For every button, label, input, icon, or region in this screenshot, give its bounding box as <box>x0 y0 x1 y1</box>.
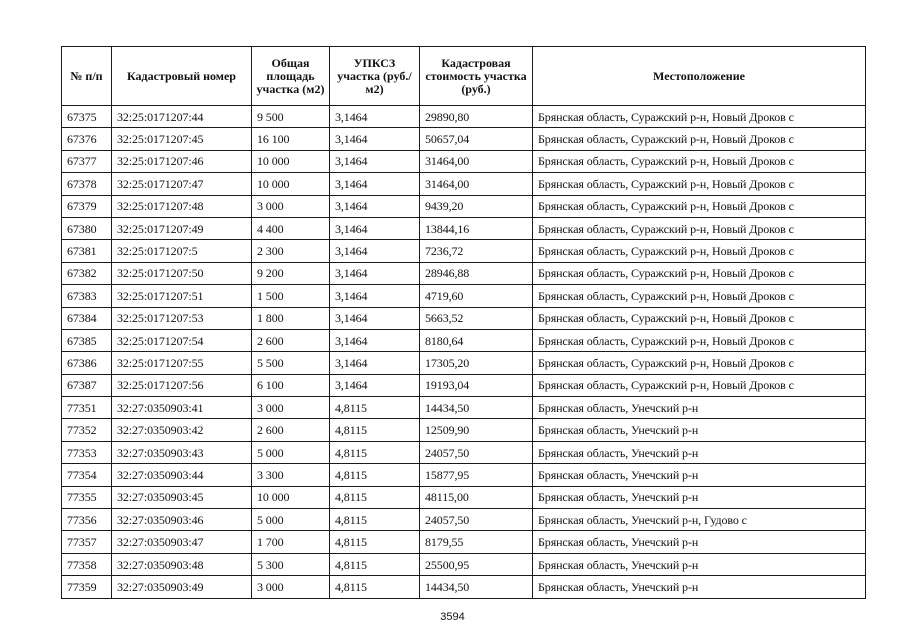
cell-location: Брянская область, Суражский р-н, Новый Дроков с <box>533 106 866 128</box>
cell-row-number: 77356 <box>62 509 112 531</box>
cell-area: 2 300 <box>252 240 330 262</box>
cell-row-number: 77354 <box>62 464 112 486</box>
cell-area: 1 800 <box>252 307 330 329</box>
header-upksz: УПКСЗ участка (руб./м2) <box>330 47 420 106</box>
table-row <box>62 486 866 508</box>
cell-location: Брянская область, Унечский р-н <box>533 531 866 553</box>
cell-row-number: 67379 <box>62 195 112 217</box>
cell-row-number: 67375 <box>62 106 112 128</box>
cell-cadastral-number: 32:27:0350903:49 <box>112 576 252 598</box>
cell-upksz: 4,8115 <box>330 464 420 486</box>
cell-cadastral-value: 31464,00 <box>420 150 533 172</box>
header-row <box>62 47 866 106</box>
table-header <box>62 47 866 106</box>
cell-cadastral-value: 4719,60 <box>420 285 533 307</box>
cell-row-number: 67376 <box>62 128 112 150</box>
cell-area: 9 500 <box>252 106 330 128</box>
table-row <box>62 509 866 531</box>
cell-area: 1 500 <box>252 285 330 307</box>
table-row <box>62 173 866 195</box>
cell-cadastral-number: 32:27:0350903:45 <box>112 486 252 508</box>
cell-upksz: 3,1464 <box>330 374 420 396</box>
table-row <box>62 106 866 128</box>
cell-cadastral-value: 13844,16 <box>420 217 533 239</box>
cell-upksz: 3,1464 <box>330 173 420 195</box>
table-body <box>62 106 866 599</box>
cell-area: 1 700 <box>252 531 330 553</box>
cell-cadastral-number: 32:25:0171207:44 <box>112 106 252 128</box>
table-row <box>62 553 866 575</box>
cell-location: Брянская область, Суражский р-н, Новый Дроков с <box>533 262 866 284</box>
cell-row-number: 67384 <box>62 307 112 329</box>
cell-upksz: 3,1464 <box>330 240 420 262</box>
cell-area: 10 000 <box>252 486 330 508</box>
cell-cadastral-number: 32:27:0350903:43 <box>112 441 252 463</box>
cell-upksz: 4,8115 <box>330 441 420 463</box>
cell-cadastral-number: 32:27:0350903:44 <box>112 464 252 486</box>
cell-area: 5 500 <box>252 352 330 374</box>
cell-area: 3 000 <box>252 576 330 598</box>
cell-upksz: 3,1464 <box>330 307 420 329</box>
table-row <box>62 329 866 351</box>
cell-cadastral-number: 32:25:0171207:46 <box>112 150 252 172</box>
cell-upksz: 3,1464 <box>330 352 420 374</box>
header-total-area: Общая площадь участка (м2) <box>252 47 330 106</box>
cell-location: Брянская область, Суражский р-н, Новый Дроков с <box>533 240 866 262</box>
cell-row-number: 67385 <box>62 329 112 351</box>
cell-row-number: 77355 <box>62 486 112 508</box>
table-row <box>62 576 866 598</box>
cell-upksz: 3,1464 <box>330 329 420 351</box>
cell-upksz: 3,1464 <box>330 262 420 284</box>
table-row <box>62 441 866 463</box>
cell-cadastral-number: 32:25:0171207:45 <box>112 128 252 150</box>
cell-cadastral-number: 32:25:0171207:55 <box>112 352 252 374</box>
cell-cadastral-number: 32:25:0171207:50 <box>112 262 252 284</box>
cell-cadastral-number: 32:25:0171207:51 <box>112 285 252 307</box>
cell-row-number: 67377 <box>62 150 112 172</box>
cell-cadastral-value: 5663,52 <box>420 307 533 329</box>
cell-location: Брянская область, Унечский р-н <box>533 576 866 598</box>
cell-cadastral-value: 29890,80 <box>420 106 533 128</box>
cell-row-number: 77352 <box>62 419 112 441</box>
cell-row-number: 67386 <box>62 352 112 374</box>
cell-cadastral-value: 25500,95 <box>420 553 533 575</box>
cell-row-number: 77353 <box>62 441 112 463</box>
cell-cadastral-number: 32:27:0350903:47 <box>112 531 252 553</box>
table-row <box>62 262 866 284</box>
cell-upksz: 3,1464 <box>330 150 420 172</box>
cell-cadastral-value: 14434,50 <box>420 576 533 598</box>
cell-cadastral-number: 32:27:0350903:41 <box>112 397 252 419</box>
cell-location: Брянская область, Унечский р-н <box>533 464 866 486</box>
cell-area: 10 000 <box>252 173 330 195</box>
table-row <box>62 217 866 239</box>
cell-cadastral-value: 31464,00 <box>420 173 533 195</box>
cell-cadastral-number: 32:25:0171207:54 <box>112 329 252 351</box>
header-cadastral-number: Кадастровый номер <box>112 47 252 106</box>
cell-row-number: 77351 <box>62 397 112 419</box>
cell-location: Брянская область, Унечский р-н <box>533 486 866 508</box>
cell-cadastral-value: 8179,55 <box>420 531 533 553</box>
cell-cadastral-value: 24057,50 <box>420 441 533 463</box>
cell-cadastral-number: 32:25:0171207:47 <box>112 173 252 195</box>
cell-location: Брянская область, Унечский р-н, Гудово с <box>533 509 866 531</box>
cell-row-number: 77357 <box>62 531 112 553</box>
cell-row-number: 67383 <box>62 285 112 307</box>
header-location: Местоположение <box>533 47 866 106</box>
cell-area: 5 000 <box>252 509 330 531</box>
cell-area: 10 000 <box>252 150 330 172</box>
cell-upksz: 3,1464 <box>330 195 420 217</box>
cell-cadastral-value: 48115,00 <box>420 486 533 508</box>
cell-upksz: 4,8115 <box>330 419 420 441</box>
cell-upksz: 4,8115 <box>330 486 420 508</box>
cell-location: Брянская область, Суражский р-н, Новый Дроков с <box>533 374 866 396</box>
cell-area: 9 200 <box>252 262 330 284</box>
table-row <box>62 374 866 396</box>
table-row <box>62 307 866 329</box>
cell-row-number: 67380 <box>62 217 112 239</box>
cell-location: Брянская область, Унечский р-н <box>533 419 866 441</box>
cell-cadastral-number: 32:25:0171207:49 <box>112 217 252 239</box>
cell-upksz: 3,1464 <box>330 106 420 128</box>
cell-location: Брянская область, Суражский р-н, Новый Дроков с <box>533 195 866 217</box>
cell-cadastral-number: 32:25:0171207:48 <box>112 195 252 217</box>
cell-row-number: 77359 <box>62 576 112 598</box>
table-row <box>62 352 866 374</box>
cell-upksz: 4,8115 <box>330 509 420 531</box>
cell-cadastral-number: 32:25:0171207:5 <box>112 240 252 262</box>
cell-area: 6 100 <box>252 374 330 396</box>
cell-location: Брянская область, Суражский р-н, Новый Дроков с <box>533 173 866 195</box>
cell-area: 2 600 <box>252 329 330 351</box>
table-row <box>62 128 866 150</box>
cell-cadastral-value: 9439,20 <box>420 195 533 217</box>
cell-row-number: 67378 <box>62 173 112 195</box>
cell-cadastral-value: 24057,50 <box>420 509 533 531</box>
cell-cadastral-number: 32:27:0350903:42 <box>112 419 252 441</box>
cell-upksz: 4,8115 <box>330 553 420 575</box>
cell-upksz: 4,8115 <box>330 531 420 553</box>
cell-cadastral-value: 15877,95 <box>420 464 533 486</box>
cell-row-number: 67382 <box>62 262 112 284</box>
table-row <box>62 150 866 172</box>
cell-cadastral-number: 32:27:0350903:46 <box>112 509 252 531</box>
cell-location: Брянская область, Суражский р-н, Новый Дроков с <box>533 307 866 329</box>
cell-area: 5 300 <box>252 553 330 575</box>
cell-cadastral-value: 12509,90 <box>420 419 533 441</box>
cell-cadastral-value: 50657,04 <box>420 128 533 150</box>
header-row-number: № п/п <box>62 47 112 106</box>
cell-area: 16 100 <box>252 128 330 150</box>
table-row <box>62 464 866 486</box>
cell-location: Брянская область, Суражский р-н, Новый Дроков с <box>533 285 866 307</box>
table-row <box>62 285 866 307</box>
table-row <box>62 397 866 419</box>
cell-cadastral-value: 14434,50 <box>420 397 533 419</box>
cell-cadastral-value: 8180,64 <box>420 329 533 351</box>
cell-upksz: 4,8115 <box>330 397 420 419</box>
cell-cadastral-value: 17305,20 <box>420 352 533 374</box>
cell-cadastral-number: 32:25:0171207:53 <box>112 307 252 329</box>
cell-upksz: 3,1464 <box>330 128 420 150</box>
cell-area: 5 000 <box>252 441 330 463</box>
page-number: 3594 <box>440 611 465 623</box>
cell-row-number: 67381 <box>62 240 112 262</box>
cell-upksz: 3,1464 <box>330 285 420 307</box>
cell-upksz: 3,1464 <box>330 217 420 239</box>
cell-area: 2 600 <box>252 419 330 441</box>
cadastral-table <box>61 46 866 599</box>
cell-cadastral-value: 28946,88 <box>420 262 533 284</box>
cell-location: Брянская область, Суражский р-н, Новый Дроков с <box>533 352 866 374</box>
cell-cadastral-number: 32:25:0171207:56 <box>112 374 252 396</box>
cell-upksz: 4,8115 <box>330 576 420 598</box>
cell-area: 4 400 <box>252 217 330 239</box>
cell-row-number: 77358 <box>62 553 112 575</box>
header-cadastral-value: Кадастровая стоимость участка (руб.) <box>420 47 533 106</box>
cell-cadastral-value: 19193,04 <box>420 374 533 396</box>
table-row <box>62 240 866 262</box>
table-row <box>62 531 866 553</box>
cell-cadastral-value: 7236,72 <box>420 240 533 262</box>
cell-area: 3 000 <box>252 195 330 217</box>
table-row <box>62 419 866 441</box>
table-row <box>62 195 866 217</box>
cell-location: Брянская область, Суражский р-н, Новый Дроков с <box>533 150 866 172</box>
cell-location: Брянская область, Унечский р-н <box>533 441 866 463</box>
cell-row-number: 67387 <box>62 374 112 396</box>
cell-location: Брянская область, Суражский р-н, Новый Дроков с <box>533 329 866 351</box>
cell-cadastral-number: 32:27:0350903:48 <box>112 553 252 575</box>
cell-location: Брянская область, Суражский р-н, Новый Дроков с <box>533 128 866 150</box>
cell-area: 3 000 <box>252 397 330 419</box>
cell-location: Брянская область, Унечский р-н <box>533 397 866 419</box>
cell-location: Брянская область, Унечский р-н <box>533 553 866 575</box>
cell-area: 3 300 <box>252 464 330 486</box>
cell-location: Брянская область, Суражский р-н, Новый Дроков с <box>533 217 866 239</box>
